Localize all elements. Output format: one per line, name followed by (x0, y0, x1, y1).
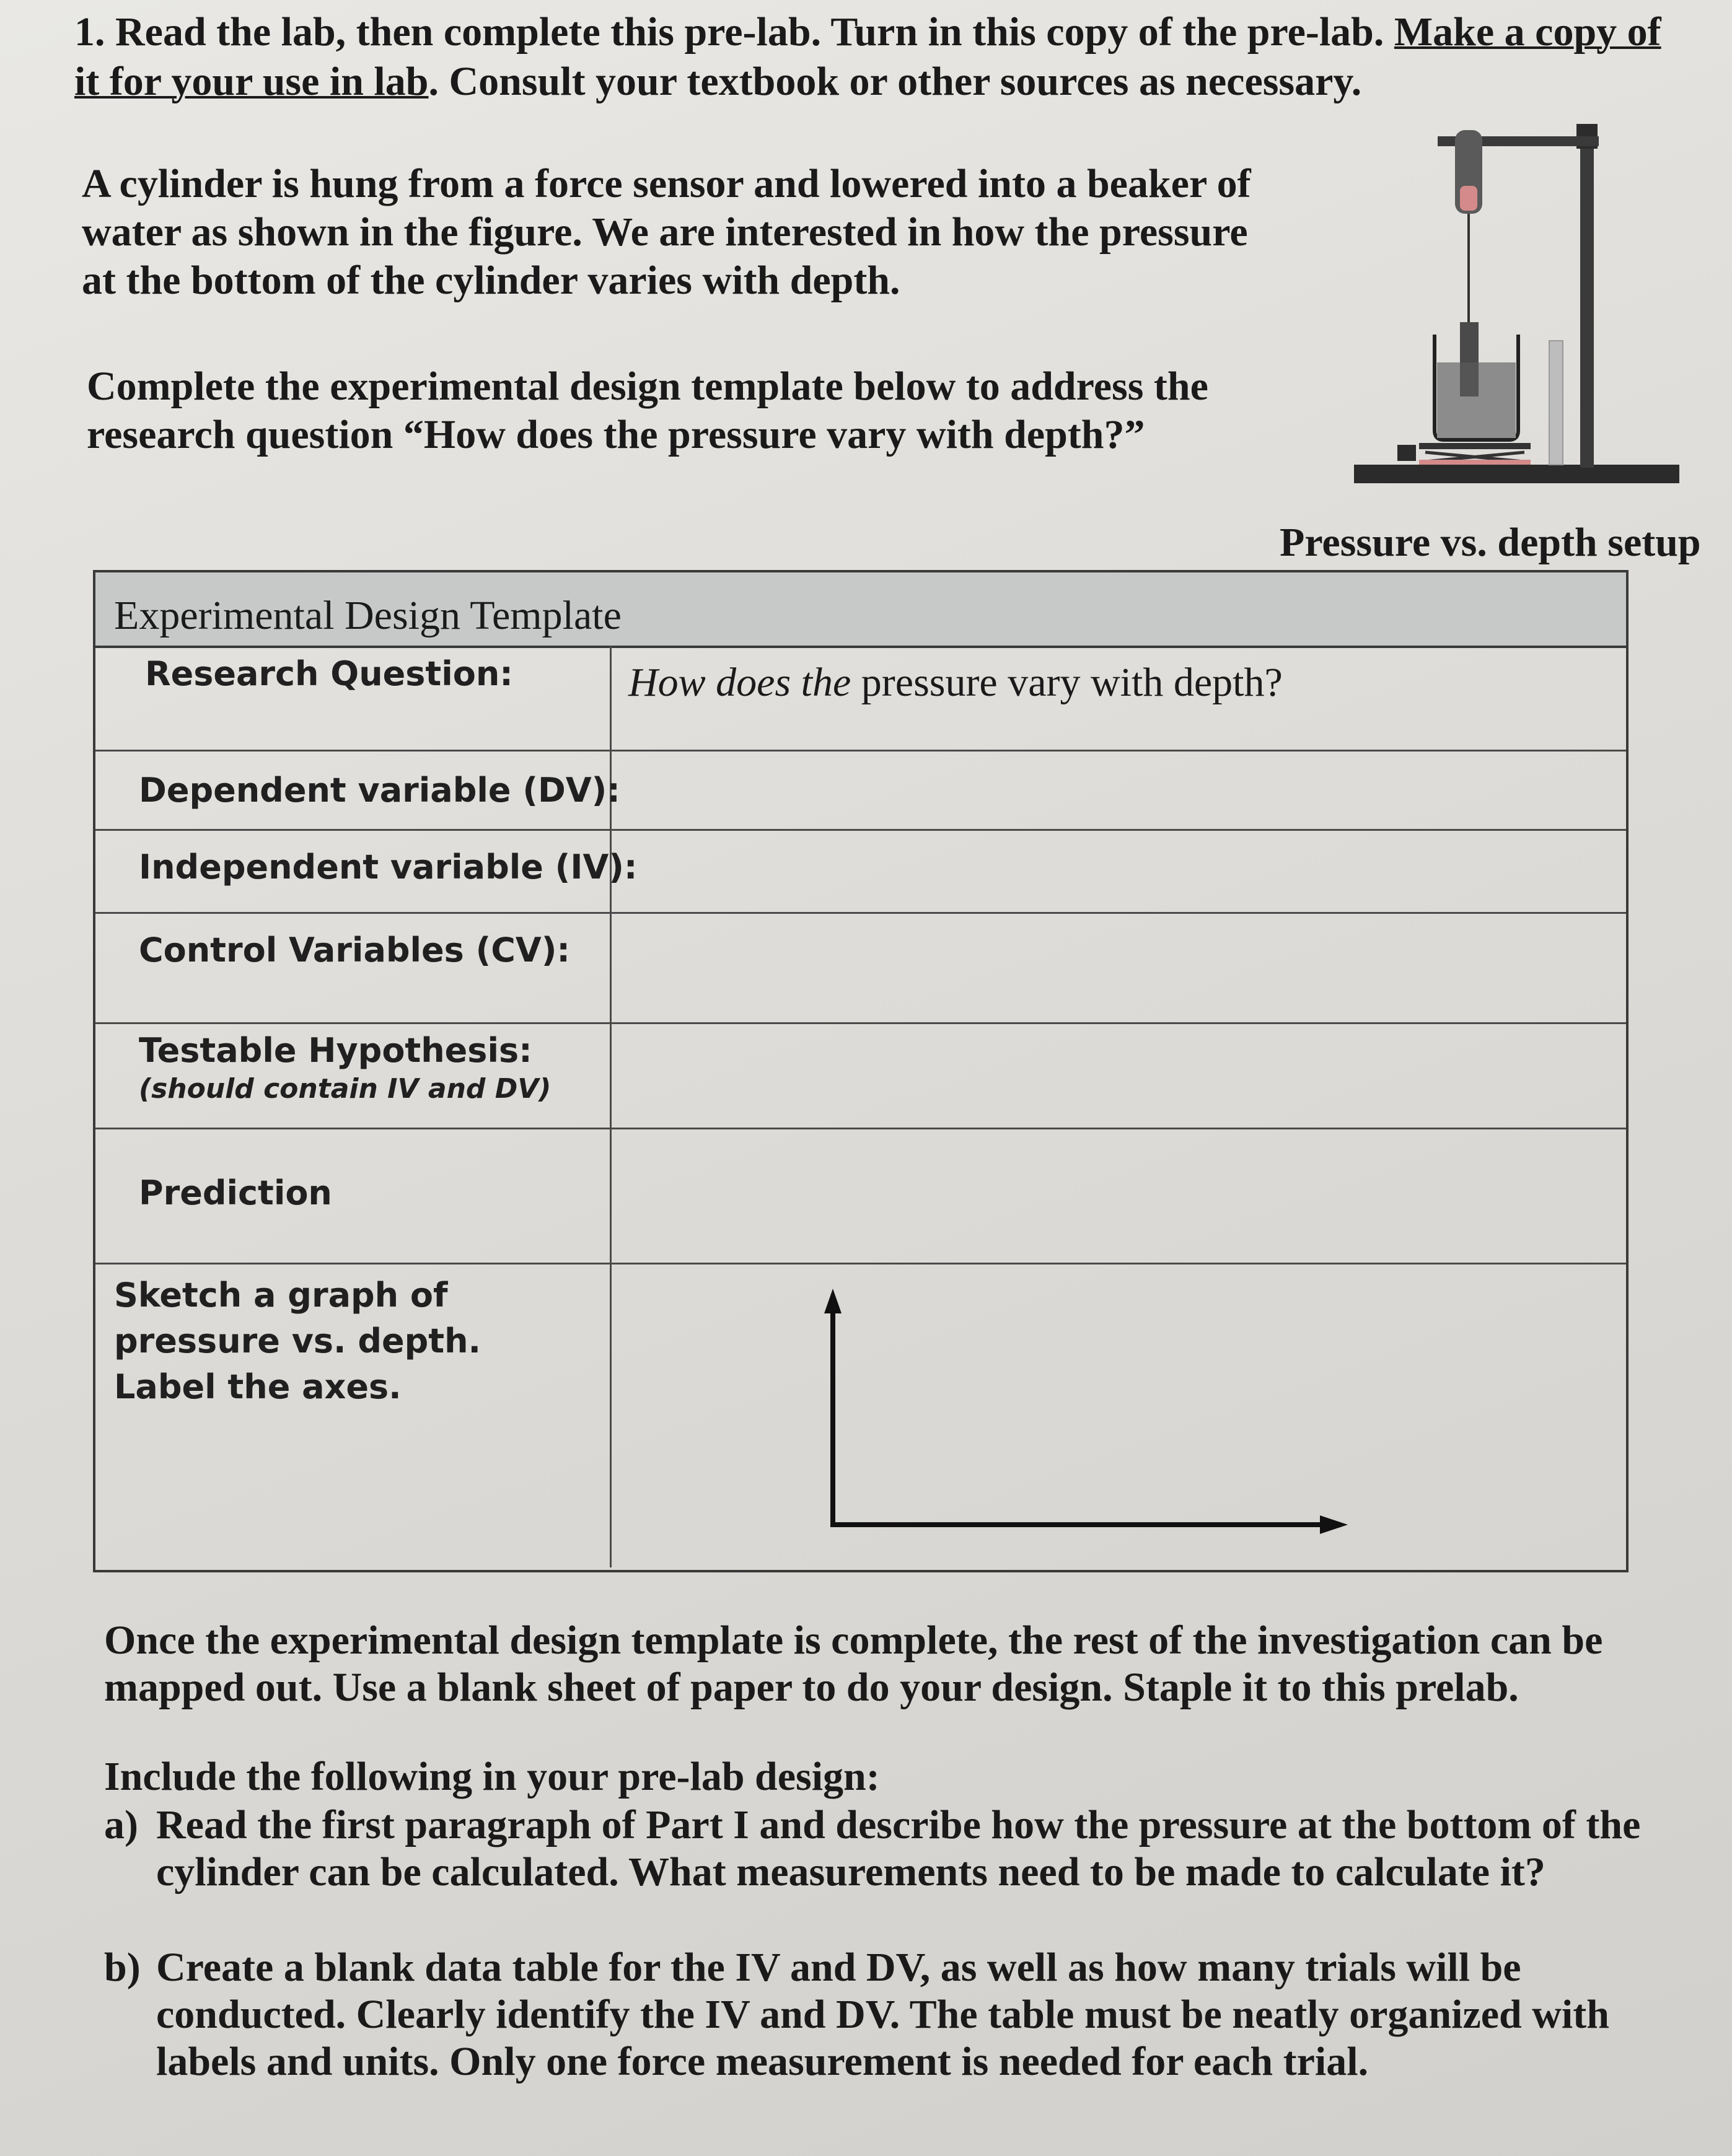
template-title: Experimental Design Template (114, 593, 622, 638)
stand-pole (1580, 142, 1594, 468)
list-item-text: Read the first paragraph of Part I and describe how the pressure at the bottom of the cylinder can be calculated. What measurements need to be made to calculate it? (156, 1802, 1641, 1895)
cv-answer-cell[interactable] (613, 914, 1624, 1020)
intro-text-end: . Consult your textbook or other sources as necessary. (428, 59, 1362, 104)
y-axis-arrow (824, 1289, 842, 1313)
research-question-value: How does the pressure vary with depth? (628, 660, 1283, 705)
ruler (1549, 341, 1563, 465)
cylinder (1460, 322, 1479, 366)
list-item-label: b) (104, 1945, 141, 1990)
figure-caption: Pressure vs. depth setup (1280, 520, 1701, 565)
lab-jack (1419, 443, 1531, 449)
label-control-variables: Control Variables (CV): (139, 931, 570, 970)
list-item (104, 1944, 1690, 2085)
list-item-text: Create a blank data table for the IV and DV, as well as how many trials will be conducted. Clearly identify the IV and DV. The table must be neatly organized with labels and units. Only one force measurement is needed for each trial. (156, 1945, 1609, 2084)
label-independent-variable: Independent variable (IV): (139, 848, 638, 887)
label-testable-hypothesis: Testable Hypothesis: (139, 1031, 532, 1070)
pressure-depth-setup-figure (1345, 118, 1692, 514)
label-sketch-graph: Sketch a graph of pressure vs. depth. Label the axes. (114, 1276, 481, 1406)
stand-base (1354, 465, 1679, 483)
label-prediction: Prediction (139, 1173, 332, 1212)
prediction-answer-cell[interactable] (613, 1129, 1624, 1261)
label-dependent-variable: Dependent variable (DV): (139, 771, 620, 810)
hypothesis-answer-cell[interactable] (613, 1024, 1624, 1126)
label-hypothesis-note: (should contain IV and DV) (139, 1073, 552, 1105)
intro-underlined-text: Make a copy of it for your use in lab (74, 9, 1661, 104)
iv-answer-cell[interactable] (613, 831, 1624, 910)
outro-paragraph: Once the experimental design template is complete, the rest of the investigation can be mapped out. Use a blank sheet of paper to do your design. Staple it to this prelab. (104, 1618, 1603, 1710)
label-research-question: Research Question: (145, 654, 513, 693)
list-item (104, 1802, 1690, 1896)
x-axis-arrow (1320, 1515, 1348, 1534)
dv-answer-cell[interactable] (613, 752, 1624, 827)
list-item-label: a) (104, 1802, 138, 1847)
template-instruction: Complete the experimental design template below to address the research question “How does the pressure vary with depth?” (87, 364, 1208, 457)
setup-description: A cylinder is hung from a force sensor and lowered into a beaker of water as shown in the figure. We are interested in how the pressure at the bottom of the cylinder varies with depth. (82, 161, 1251, 303)
blank-graph-axes[interactable] (806, 1289, 1351, 1549)
question-number: 1. (74, 9, 105, 55)
intro-text: Read the lab, then complete this pre-lab. Turn in this copy of the pre-lab. (105, 9, 1394, 55)
template-header (95, 572, 1626, 648)
include-heading: Include the following in your pre-lab design: (104, 1754, 880, 1799)
intro-paragraph (74, 7, 1686, 107)
